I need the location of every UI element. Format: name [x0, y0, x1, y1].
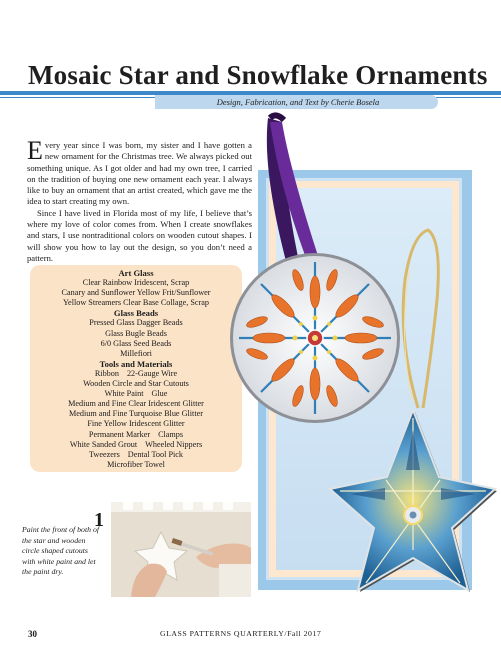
body-paragraph-2: Since I have lived in Florida most of my life, I believe that’s where my love of color comes from. When I create snowflakes and stars, I use nontraditional colors on wooden cutout shapes. I will show you how to lay out the design, so you don’t need a pattern.: [27, 207, 252, 263]
materials-item: Millefiori: [120, 348, 152, 358]
step-1-photo: [111, 502, 251, 597]
publication-footer: GLASS PATTERNS QUARTERLY/Fall 2017: [160, 629, 322, 638]
materials-item: Yellow Streamers Clear Base Collage, Scrap: [62, 298, 210, 308]
photo-panel-background: [276, 188, 452, 570]
page-number: 30: [28, 629, 37, 639]
materials-item: 6/0 Glass Seed Beads: [100, 338, 172, 348]
materials-item: Clear Rainbow Iridescent, Scrap: [82, 278, 190, 288]
materials-heading-tools: Tools and Materials: [99, 358, 173, 369]
materials-item: Ribbon 22-Gauge Wire: [94, 368, 178, 378]
materials-heading-glass-beads: Glass Beads: [113, 308, 159, 319]
materials-item: Medium and Fine Turquoise Blue Glitter: [69, 409, 203, 419]
materials-item: Microfiber Towel: [107, 459, 165, 469]
drop-cap: E: [27, 136, 43, 165]
materials-item: Glass Bugle Beads: [105, 328, 167, 338]
materials-item: Fine Yellow Iridescent Glitter: [87, 419, 185, 429]
materials-item: Pressed Glass Dagger Beads: [89, 318, 183, 328]
materials-list: [30, 268, 242, 470]
materials-item: White Paint Glue: [104, 389, 168, 399]
materials-heading-art-glass: Art Glass: [118, 268, 154, 278]
materials-item: White Sanded Grout Wheeled Nippers: [69, 439, 203, 449]
materials-item: Wooden Circle and Star Cutouts: [83, 379, 189, 389]
materials-item: Tweezers Dental Tool Pick: [88, 449, 183, 459]
materials-item: Permanent Marker Clamps: [88, 429, 184, 439]
article-title: Mosaic Star and Snowflake Ornaments: [28, 60, 488, 90]
materials-item: Canary and Sunflower Yellow Frit/Sunflower: [61, 288, 211, 298]
step-1-caption: Paint the front of both of the star and wooden circle shaped cutouts with white paint and let the paint dry.: [22, 525, 100, 577]
painting-hands-image: [111, 502, 251, 597]
step-number: 1: [94, 509, 104, 531]
body-paragraph-1: Every year since I was born, my sister and I have gotten a new ornament for the Christmas tree. We always picked out something unique. As I got older and had my own tree, I carried on the tradition of buying one new ornament each year. I always like to buy an ornament that an artist created, which gave me the idea to start creating my own.: [27, 136, 252, 207]
materials-item: Medium and Fine Clear Iridescent Glitter: [68, 399, 204, 409]
article-credit: Design, Fabrication, and Text by Cherie Bosela: [216, 97, 380, 107]
article-body: [27, 136, 252, 264]
